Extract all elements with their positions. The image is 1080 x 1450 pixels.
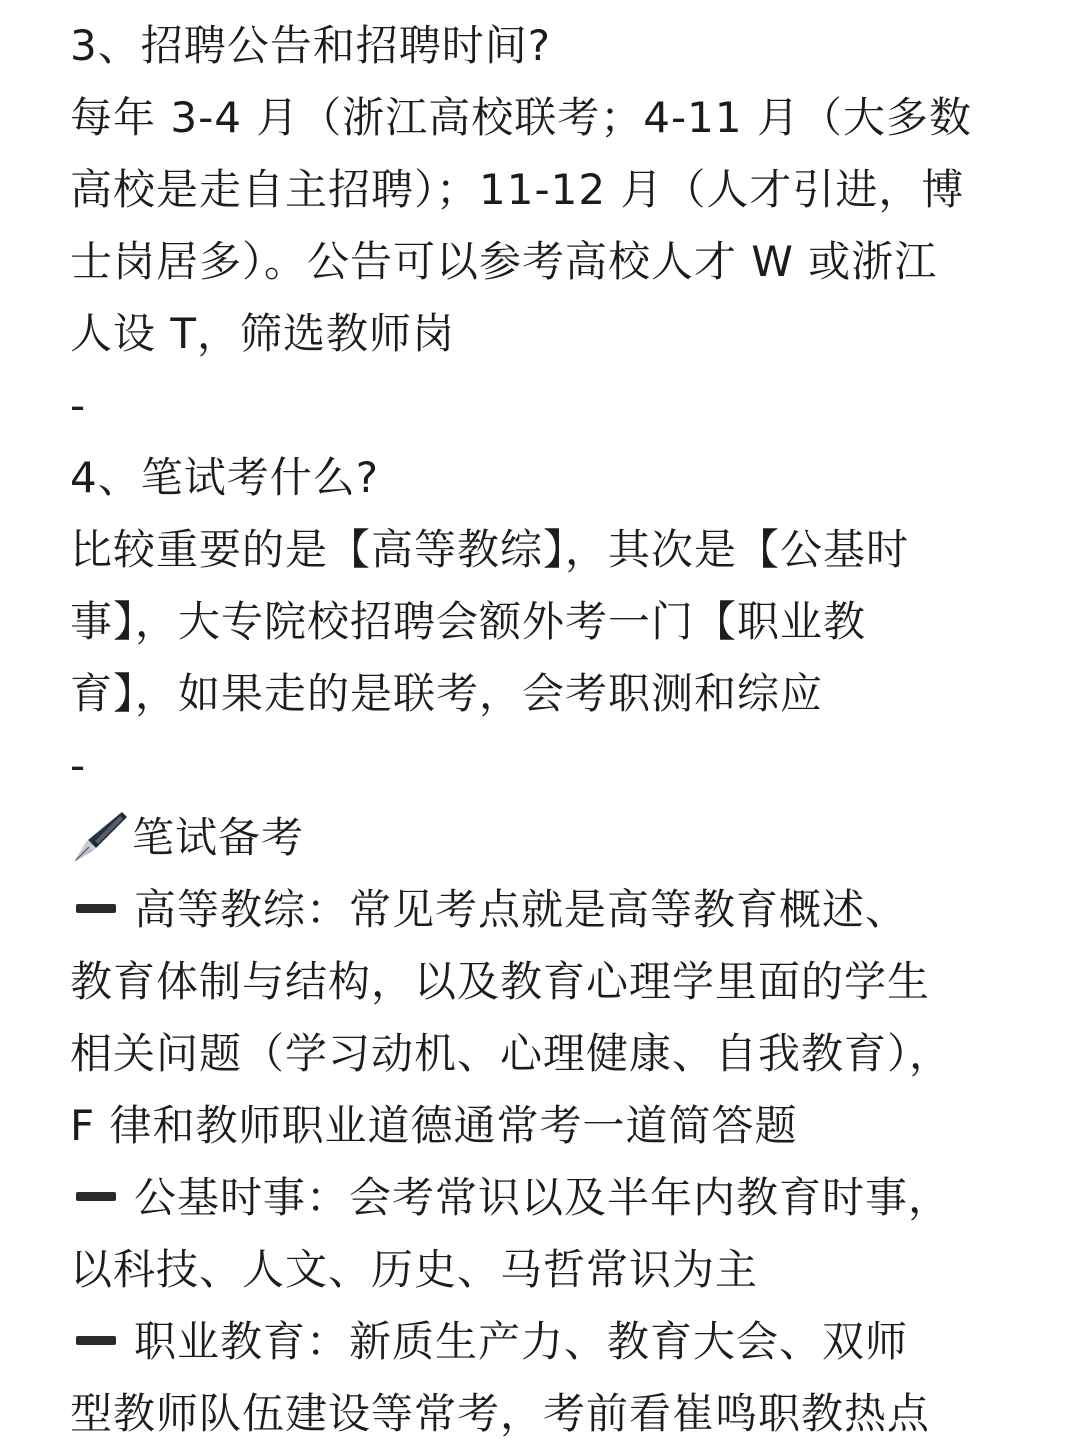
section-4-text-line: 事】，大专院校招聘会额外考一门【职业教: [70, 597, 867, 646]
section-3-text-line: 人设 T，筛选教师岗: [70, 309, 456, 358]
dash-bullet-icon: [76, 904, 116, 913]
section-4-text-line: 比较重要的是【高等教综】，其次是【公基时: [70, 525, 910, 574]
separator-dash: -: [70, 381, 87, 430]
prep-item-line: F 律和教师职业道德通常考一道简答题: [70, 1101, 798, 1150]
dash-bullet-icon: [76, 1336, 116, 1345]
prep-item-line: 型教师队伍建设等常考，考前看崔鸣职教热点: [70, 1389, 931, 1438]
section-4-text-line: 育】，如果走的是联考，会考职测和综应: [70, 669, 824, 718]
prep-item-first-line: 职业教育：新质生产力、教育大会、双师: [134, 1317, 909, 1366]
dash-bullet-icon: [76, 1192, 116, 1201]
article-body: [70, 10, 1030, 1450]
prep-item-first-line: 高等教综：常见考点就是高等教育概述、: [134, 885, 909, 934]
prep-item: [70, 1162, 1030, 1234]
fountain-pen-icon: [70, 808, 128, 866]
prep-item-first-line: 公基时事：会考常识以及半年内教育时事，: [134, 1173, 952, 1222]
section-3-text-line: 高校是走自主招聘）；11-12 月（人才引进，博: [70, 165, 965, 214]
prep-title: 笔试备考: [132, 813, 305, 862]
prep-item: [70, 1306, 1030, 1378]
prep-title-row: [70, 802, 1030, 874]
prep-item-line: 以科技、人文、历史、马哲常识为主: [70, 1245, 759, 1294]
section-3-heading: 3、招聘公告和招聘时间?: [70, 21, 552, 70]
prep-item-line: 相关问题（学习动机、心理健康、自我教育），: [70, 1029, 953, 1078]
prep-item: [70, 874, 1030, 946]
separator-dash: -: [70, 741, 87, 790]
section-3-text-line: 士岗居多）。公告可以参考高校人才 W 或浙江: [70, 237, 938, 286]
section-4-heading: 4、笔试考什么?: [70, 453, 380, 502]
prep-item-line: 教育体制与结构，以及教育心理学里面的学生: [70, 957, 931, 1006]
section-3-text-line: 每年 3-4 月（浙江高校联考；4-11 月（大多数: [70, 93, 972, 142]
